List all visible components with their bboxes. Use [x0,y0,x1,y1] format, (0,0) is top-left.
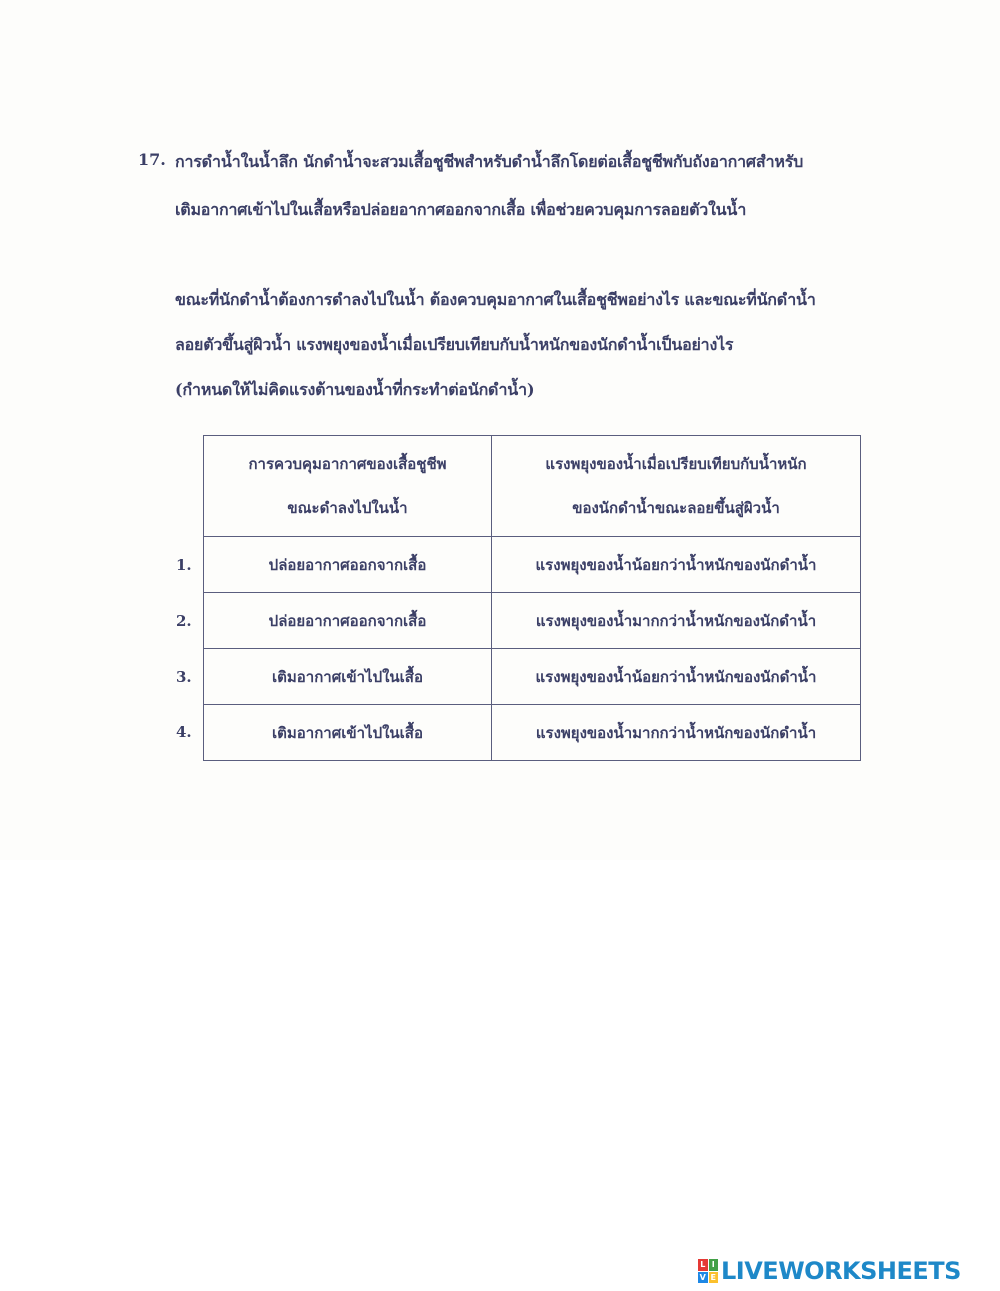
option-3-buoyancy: แรงพยุงของน้ำน้อยกว่าน้ำหนักของนักดำน้ำ [492,649,861,705]
question-line-4: ลอยตัวขึ้นสู่ผิวน้ำ แรงพยุงของน้ำเมื่อเปรียบเทียบกับน้ำหนักของนักดำน้ำเป็นอย่างไร [175,335,734,354]
liveworksheets-brand [698,1256,961,1286]
header-buoyancy-line-2: ของนักดำน้ำขณะลอยขึ้นสู่ผิวน้ำ [572,499,780,517]
option-2-number: 2. [176,612,192,630]
logo-letter-v: V [699,1272,706,1282]
table-row [204,649,861,705]
header-air-control [204,436,492,537]
answer-options-table [203,435,861,761]
question-number: 17. [138,150,166,169]
question-line-5: (กำหนดให้ไม่คิดแรงต้านของน้ำที่กระทำต่อนักดำน้ำ) [175,380,535,399]
logo-letter-l: L [698,1259,708,1271]
table-row [204,705,861,761]
header-buoyancy-comparison [492,436,861,537]
question-line-2: เติมอากาศเข้าไปในเสื้อหรือปล่อยอากาศออกจากเสื้อ เพื่อช่วยควบคุมการลอยตัวในน้ำ [175,200,747,219]
option-4-buoyancy: แรงพยุงของน้ำมากกว่าน้ำหนักของนักดำน้ำ [492,705,861,761]
question-line-3: ขณะที่นักดำน้ำต้องการดำลงไปในน้ำ ต้องควบคุมอากาศในเสื้อชูชีพอย่างไร และขณะที่นักดำน้ำ [175,290,816,309]
option-3-number: 3. [176,668,192,686]
option-3-air-control: เติมอากาศเข้าไปในเสื้อ [204,649,492,705]
option-4-air-control: เติมอากาศเข้าไปในเสื้อ [204,705,492,761]
header-air-control-line-1: การควบคุมอากาศของเสื้อชูชีพ [248,455,447,473]
option-1-buoyancy: แรงพยุงของน้ำน้อยกว่าน้ำหนักของนักดำน้ำ [492,537,861,593]
logo-letter-e: E [709,1272,719,1284]
table-row [204,593,861,649]
option-1-number: 1. [176,556,192,574]
header-air-control-line-2: ขณะดำลงไปในน้ำ [287,499,408,517]
logo-letter-i: I [709,1259,719,1271]
option-1-air-control: ปล่อยอากาศออกจากเสื้อ [204,537,492,593]
liveworksheets-logo-icon [698,1259,718,1283]
header-buoyancy-line-1: แรงพยุงของน้ำเมื่อเปรียบเทียบกับน้ำหนัก [545,455,807,473]
table-row [204,537,861,593]
option-4-number: 4. [176,723,192,741]
brand-name: LIVEWORKSHEETS [721,1257,961,1285]
option-2-buoyancy: แรงพยุงของน้ำมากกว่าน้ำหนักของนักดำน้ำ [492,593,861,649]
option-2-air-control: ปล่อยอากาศออกจากเสื้อ [204,593,492,649]
question-line-1: การดำน้ำในน้ำลึก นักดำน้ำจะสวมเสื้อชูชีพสำหรับดำน้ำลึกโดยต่อเสื้อชูชีพกับถังอากาศสำหรับ [175,152,804,171]
table-header-row [204,436,861,537]
